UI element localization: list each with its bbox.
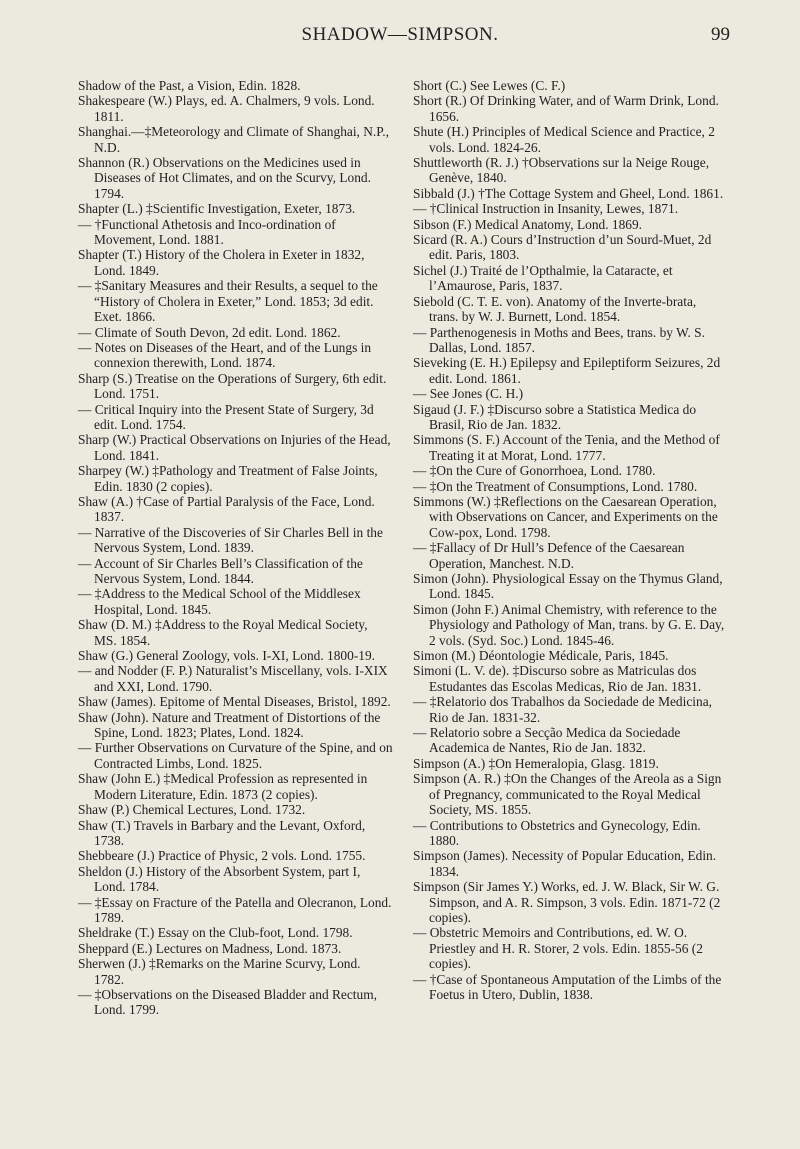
- index-entry: Simon (John). Physiological Essay on the Thymus Gland, Lond. 1845.: [413, 571, 723, 602]
- index-entry: Siebold (C. T. E. von). Anatomy of the Inverte-brata, trans. by W. J. Burnett, Lond. 1854.: [413, 293, 697, 325]
- index-entry: Shapter (L.) ‡Scientific Investigation, Exeter, 1873.: [78, 201, 356, 217]
- index-entry: — See Jones (C. H.): [413, 386, 524, 402]
- index-entry: Simpson (A. R.) ‡On the Changes of the Areola as a Sign of Pregnancy, communicated to the Royal Medical Society, MS. 1855.: [413, 771, 722, 818]
- index-entry: Simon (M.) Déontologie Médicale, Paris, 1845.: [413, 648, 669, 664]
- index-entry: Shaw (A.) †Case of Partial Paralysis of the Face, Lond. 1837.: [78, 493, 375, 525]
- index-entry: Sheldon (J.) History of the Absorbent System, part I, Lond. 1784.: [78, 863, 361, 895]
- index-columns: [78, 78, 728, 1018]
- index-entry: Shaw (T.) Travels in Barbary and the Levant, Oxford, 1738.: [78, 817, 366, 848]
- index-entry: — Contributions to Obstetrics and Gynecology, Edin. 1880.: [413, 817, 701, 848]
- index-entry: — Account of Sir Charles Bell’s Classification of the Nervous System, Lond. 1844.: [78, 555, 363, 586]
- index-entry: Sharp (W.) Practical Observations on Injuries of the Head, Lond. 1841.: [78, 432, 391, 463]
- index-entry: Sibson (F.) Medical Anatomy, Lond. 1869.: [413, 216, 643, 232]
- index-entry: Simoni (L. V. de). ‡Discurso sobre as Matriculas dos Estudantes das Escolas Medicas, Rio de Jan. 1831.: [413, 663, 702, 694]
- index-entry: Sichel (J.) Traité de l’Opthalmie, la Cataracte, et l’Amaurose, Paris, 1837.: [413, 262, 673, 294]
- page-number: 99: [711, 24, 730, 45]
- left-column: [78, 78, 393, 1018]
- index-entry: Sheppard (E.) Lectures on Madness, Lond. 1873.: [78, 940, 342, 956]
- index-entry: — Parthenogenesis in Moths and Bees, trans. by W. S. Dallas, Lond. 1857.: [413, 324, 705, 355]
- index-entry: — Critical Inquiry into the Present State of Surgery, 3d edit. Lond. 1754.: [78, 401, 374, 432]
- index-entry: Short (C.) See Lewes (C. F.): [413, 78, 566, 93]
- index-entry: Shaw (G.) General Zoology, vols. I-XI, Lond. 1800-19.: [78, 648, 376, 664]
- index-entry: Shakespeare (W.) Plays, ed. A. Chalmers, 9 vols. Lond. 1811.: [78, 93, 375, 124]
- index-entry: — Climate of South Devon, 2d edit. Lond. 1862.: [78, 324, 341, 340]
- index-entry: Shaw (D. M.) ‡Address to the Royal Medical Society, MS. 1854.: [78, 617, 368, 648]
- index-entry: — Narrative of the Discoveries of Sir Charles Bell in the Nervous System, Lond. 1839.: [78, 524, 383, 556]
- index-entry: Sherwen (J.) ‡Remarks on the Marine Scurvy, Lond. 1782.: [78, 956, 361, 987]
- index-entry: Shaw (James). Epitome of Mental Diseases, Bristol, 1892.: [78, 694, 391, 710]
- index-entry: — ‡Fallacy of Dr Hull’s Defence of the Caesarean Operation, Manchest. N.D.: [413, 540, 685, 571]
- index-entry: Shadow of the Past, a Vision, Edin. 1828.: [78, 78, 301, 93]
- index-entry: Shapter (T.) History of the Cholera in Exeter in 1832, Lond. 1849.: [78, 247, 365, 278]
- index-entry: Shebbeare (J.) Practice of Physic, 2 vols. Lond. 1755.: [78, 848, 366, 864]
- index-entry: Shuttleworth (R. J.) †Observations sur la Neige Rouge, Genève, 1840.: [413, 155, 710, 186]
- index-entry: — ‡Observations on the Diseased Bladder and Rectum, Lond. 1799.: [78, 986, 377, 1018]
- index-entry: Simpson (A.) ‡On Hemeralopia, Glasg. 1819.: [413, 755, 659, 771]
- index-entry: Shaw (P.) Chemical Lectures, Lond. 1732.: [78, 802, 306, 818]
- index-entry: Simpson (James). Necessity of Popular Education, Edin. 1834.: [413, 848, 717, 879]
- index-entry: Shanghai.—‡Meteorology and Climate of Shanghai, N.P., N.D.: [78, 124, 389, 155]
- running-title: SHADOW—SIMPSON.: [301, 24, 499, 45]
- index-entry: — ‡Address to the Medical School of the Middlesex Hospital, Lond. 1845.: [78, 586, 361, 617]
- index-entry: — Obstetric Memoirs and Contributions, ed. W. O. Priestley and H. R. Storer, 2 vols. Edin. 1855-56 (2 copies).: [413, 925, 703, 972]
- index-entry: — Notes on Diseases of the Heart, and of the Lungs in connexion therewith, Lond. 1874.: [78, 339, 372, 371]
- index-entry: Simpson (Sir James Y.) Works, ed. J. W. Black, Sir W. G. Simpson, and A. R. Simpson, 3 vols. Edin. 1871-72 (2 copies).: [413, 879, 721, 925]
- index-entry: — †Functional Athetosis and Inco-ordination of Movement, Lond. 1881.: [78, 216, 336, 248]
- index-entry: Sheldrake (T.) Essay on the Club-foot, Lond. 1798.: [78, 925, 353, 941]
- running-head: [0, 24, 800, 48]
- index-entry: Shaw (John). Nature and Treatment of Distortions of the Spine, Lond. 1823; Plates, Lond. 1824.: [78, 709, 381, 741]
- index-entry: Sibbald (J.) †The Cottage System and Gheel, Lond. 1861.: [413, 185, 724, 201]
- index-entry: — and Nodder (F. P.) Naturalist’s Miscellany, vols. I-XIX and XXI, Lond. 1790.: [78, 663, 388, 694]
- index-entry: Simon (John F.) Animal Chemistry, with reference to the Physiology and Pathology of Man, trans. by G. E. Day, 2 vols. (Syd. Soc.) Lond. 1845-46.: [413, 601, 725, 648]
- index-entry: Sicard (R. A.) Cours d’Instruction d’un Sourd-Muet, 2d edit. Paris, 1803.: [413, 232, 712, 263]
- index-entry: — Further Observations on Curvature of the Spine, and on Contracted Limbs, Lond. 1825.: [78, 740, 393, 771]
- index-entry: — ‡Essay on Fracture of the Patella and Olecranon, Lond. 1789.: [78, 894, 392, 925]
- index-entry: Simmons (W.) ‡Reflections on the Caesarean Operation, with Observations on Cancer, and Experiments on the Cow-pox, Lond. 1798.: [413, 493, 718, 540]
- index-entry: Shaw (John E.) ‡Medical Profession as represented in Modern Literature, Edin. 1873 (2 copies).: [78, 771, 368, 802]
- index-entry: — ‡On the Cure of Gonorrhoea, Lond. 1780.: [413, 463, 656, 479]
- index-entry: — ‡Relatorio dos Trabalhos da Sociedade de Medicina, Rio de Jan. 1831-32.: [413, 694, 713, 725]
- right-column: [413, 78, 728, 1018]
- index-entry: — †Clinical Instruction in Insanity, Lewes, 1871.: [413, 201, 679, 217]
- index-entry: Short (R.) Of Drinking Water, and of Warm Drink, Lond. 1656.: [413, 93, 719, 124]
- index-entry: Shute (H.) Principles of Medical Science and Practice, 2 vols. Lond. 1824-26.: [413, 124, 715, 155]
- index-entry: — Relatorio sobre a Secção Medica da Sociedade Academica de Nantes, Rio de Jan. 1832.: [413, 725, 681, 756]
- index-entry: Sieveking (E. H.) Epilepsy and Epileptiform Seizures, 2d edit. Lond. 1861.: [413, 355, 721, 386]
- index-entry: Simmons (S. F.) Account of the Tenia, and the Method of Treating it at Morat, Lond. 1777.: [413, 432, 720, 463]
- index-entry: Sharpey (W.) ‡Pathology and Treatment of False Joints, Edin. 1830 (2 copies).: [78, 463, 378, 494]
- index-entry: — †Case of Spontaneous Amputation of the Limbs of the Foetus in Utero, Dublin, 1838.: [413, 971, 722, 1002]
- index-entry: Sigaud (J. F.) ‡Discurso sobre a Statistica Medica do Brasil, Rio de Jan. 1832.: [413, 401, 697, 432]
- index-entry: Shannon (R.) Observations on the Medicines used in Diseases of Hot Climates, and on the Scurvy, Lond. 1794.: [78, 155, 371, 201]
- index-entry: — ‡Sanitary Measures and their Results, a sequel to the “History of Cholera in Exeter,” Lond. 1853; 3d edit. Exet. 1866.: [78, 278, 378, 325]
- index-entry: — ‡On the Treatment of Consumptions, Lond. 1780.: [413, 478, 698, 494]
- index-entry: Sharp (S.) Treatise on the Operations of Surgery, 6th edit. Lond. 1751.: [78, 370, 387, 402]
